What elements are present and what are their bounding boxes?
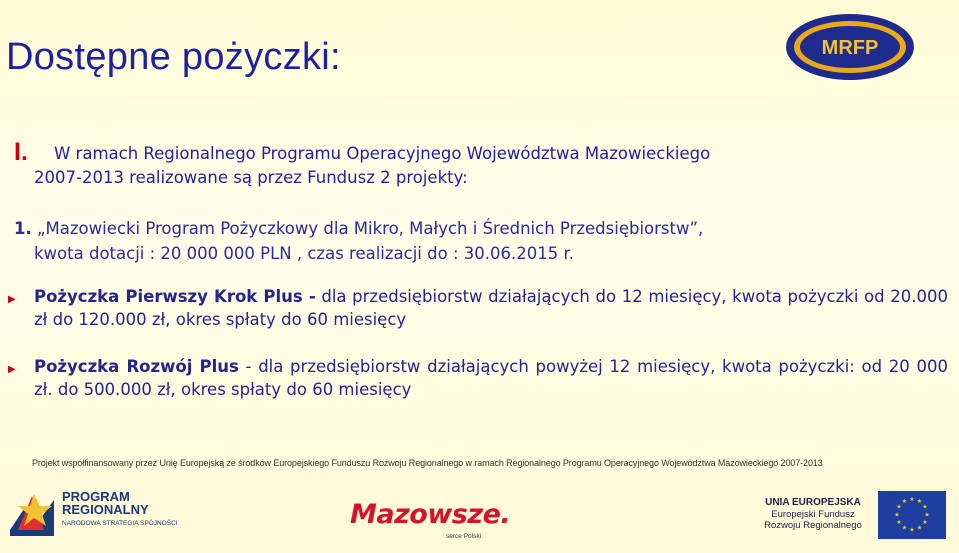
loan-name: Pożyczka Pierwszy Krok Plus - [34,287,316,306]
bullet-arrow-icon: ▶ [8,294,16,305]
section-line-2: 2007-2013 realizowane są przez Fundusz 2 projekty: [34,168,468,187]
svg-text:★: ★ [922,503,928,511]
cofinancing-note: Projekt współfinansowany przez Unię Europejską ze środków Europejskiego Funduszu Rozwoju Regionalnego w ramach Regionalnego Programu Operacyjnego Województwa Mazowieckiego 2007-2013 [32,458,823,468]
loan-description: - dla przedsiębiorstw działających powyżej 12 miesięcy, kwota pożyczki: od 20 000 zł. do 500.000 zł, okres spłaty do 60 miesięcy [34,357,948,399]
loan-name: Pożyczka Rozwój Plus [34,357,239,376]
svg-text:★: ★ [916,498,923,505]
mazowsze-logo-sub: serce Polski [446,533,482,540]
mrfp-logo [784,12,916,82]
loan-bullet [8,355,948,401]
svg-text:★: ★ [896,503,902,511]
section-line-1: W ramach Regionalnego Programu Operacyjnego Województwa Mazowieckiego [54,144,711,163]
loan-description: dla przedsiębiorstw działających do 12 miesięcy, kwota pożyczki od 20.000 zł do 120.000 zł, okres spłaty do 60 miesięcy [34,287,948,329]
svg-text:★: ★ [924,511,930,519]
mazowsze-logo-word: Mazowsze. [350,499,511,530]
eu-logo-line-1: UNIA EUROPEJSKA [765,497,861,508]
program-item-details: kwota dotacji : 20 000 000 PLN , czas realizacji do : 30.06.2015 r. [34,244,574,263]
eu-logo [752,491,952,543]
program-logo-sub: NARODOWA STRATEGIA SPÓJNOŚCI [62,520,178,527]
program-item-title: „Mazowiecki Program Pożyczkowy dla Mikro, Małych i Średnich Przedsiębiorstw”, [37,219,704,238]
svg-text:★: ★ [894,511,900,519]
program-logo-line-2: REGIONALNY [62,502,149,517]
eu-logo-line-2: Europejski Fundusz [771,508,855,520]
section-heading [14,140,949,190]
eu-flag-icon [878,491,946,539]
svg-text:★: ★ [909,496,915,503]
section-numeral: I. [14,138,28,166]
svg-text:★: ★ [901,498,908,505]
eu-logo-line-3: Rozwoju Regionalnego [764,520,862,531]
program-regionalny-logo [4,486,178,546]
bullet-arrow-icon: ▶ [8,364,16,375]
svg-text:★: ★ [916,524,923,532]
program-item [14,216,949,266]
svg-text:★: ★ [896,519,902,526]
mrfp-logo-text: MRFP [821,37,879,59]
loan-bullet [8,285,948,331]
program-item-number: 1. [14,219,32,238]
svg-text:★: ★ [909,526,915,534]
page-title: Dostępne pożyczki: [6,36,341,78]
svg-text:★: ★ [922,519,928,526]
svg-text:★: ★ [901,524,908,532]
mazowsze-logo [350,495,511,545]
program-logo-line-1: PROGRAM [62,489,130,504]
program-regionalny-mark-icon [4,486,60,544]
